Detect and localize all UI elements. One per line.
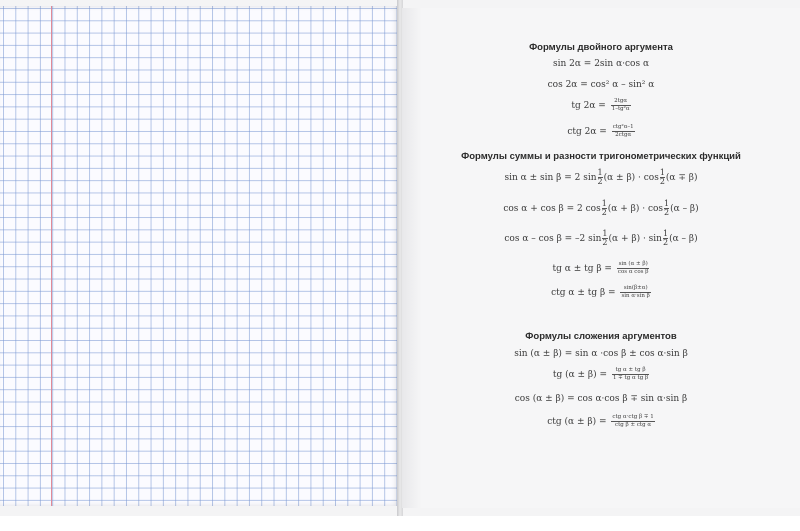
half-fraction [663,230,668,247]
half-fraction [602,200,607,217]
formula-sin-addition: sin (α ± β) = sin α ·cos β ± cos α·sin β [514,349,688,359]
formula-cos-diff [402,230,800,247]
fraction-numerator: sin(β±α) [620,285,650,293]
formula-tg-2a [402,98,800,113]
fraction [611,98,631,113]
formula-lhs: ctg (α ± β) = [547,417,607,427]
formula-cos-2a: cos 2α = cos² α – sin² α [547,80,655,90]
formula-ctg-sum [402,285,800,300]
fraction [617,261,650,276]
fraction-numerator: ctg²α–1 [612,124,634,130]
fraction-denominator: 2 [664,208,670,217]
formula-part: (α ± β) · cos [603,173,659,183]
fraction-numerator: 2tgα [611,98,631,106]
heading-sum-diff: Формулы суммы и разности тригонометрических функций [461,151,741,162]
fraction-denominator: ctg β ± ctg α [615,422,652,428]
heading-double-angle: Формулы двойного аргумента [529,42,673,53]
formula-lhs: tg α ± tg β = [552,264,612,274]
fraction [620,285,650,300]
formula-part: (α + β) · cos [607,204,664,214]
grid-page [0,6,399,506]
fraction-denominator: 2 [597,177,603,186]
fraction [611,414,654,429]
fraction-denominator: 1–tg²α [611,106,630,112]
fraction-numerator: sin (α ± β) [618,261,648,267]
fraction-denominator: 2ctgα [615,132,632,138]
fraction-numerator: ctg α·ctg β ∓ 1 [612,414,654,420]
formula-part: (α – β) [669,234,698,244]
formula-ctg-addition [402,414,800,429]
formula-cos-addition: cos (α ± β) = cos α·cos β ∓ sin α·sin β [514,394,688,404]
fraction-numerator: 1 [662,229,669,238]
margin-line [51,6,52,506]
fraction-numerator: 1 [659,168,665,177]
formula-lhs: ctg α ± tg β = [551,288,616,298]
fraction-denominator: 1 ∓ tg α tg β [612,375,649,381]
fraction-numerator: 1 [597,168,603,177]
fraction-numerator: 1 [664,199,670,208]
fraction-denominator: 2 [601,208,607,217]
formula-lhs: ctg 2α = [567,127,607,137]
formula-lhs: tg (α ± β) = [552,370,608,380]
half-fraction [598,169,603,186]
formula-part: cos α + cos β = 2 cos [503,204,601,214]
fraction-denominator: 2 [602,238,608,247]
formula-page [402,8,800,508]
half-fraction [664,200,669,217]
fraction-denominator: 2 [662,238,669,247]
formula-content [402,8,800,508]
half-fraction [602,230,607,247]
heading-addition: Формулы сложения аргументов [525,331,677,342]
fraction-denominator: cos α cos β [617,269,649,275]
formula-cos-sum [402,200,800,217]
formula-lhs: tg 2α = [571,101,606,111]
formula-sin-2a: sin 2α = 2sin α·cos α [552,59,650,69]
formula-part: cos α – cos β = –2 sin [504,234,602,244]
formula-part: sin α ± sin β = 2 sin [504,173,597,183]
half-fraction [660,169,665,186]
formula-part: (α + β) · sin [608,234,662,244]
fraction-denominator: sin α·sin β [621,293,650,299]
fraction-numerator: 1 [601,199,607,208]
formula-part: (α ∓ β) [665,173,698,183]
formula-tg-sum [402,261,800,276]
formula-sin-sum [402,169,800,186]
formula-tg-addition [402,367,800,382]
formula-ctg-2a [402,124,800,139]
fraction [612,124,635,139]
fraction-numerator: 1 [602,229,608,238]
formula-part: (α – β) [670,204,699,214]
fraction-denominator: 2 [659,177,665,186]
fraction [612,367,649,382]
fraction-numerator: tg α ± tg β [612,367,649,375]
